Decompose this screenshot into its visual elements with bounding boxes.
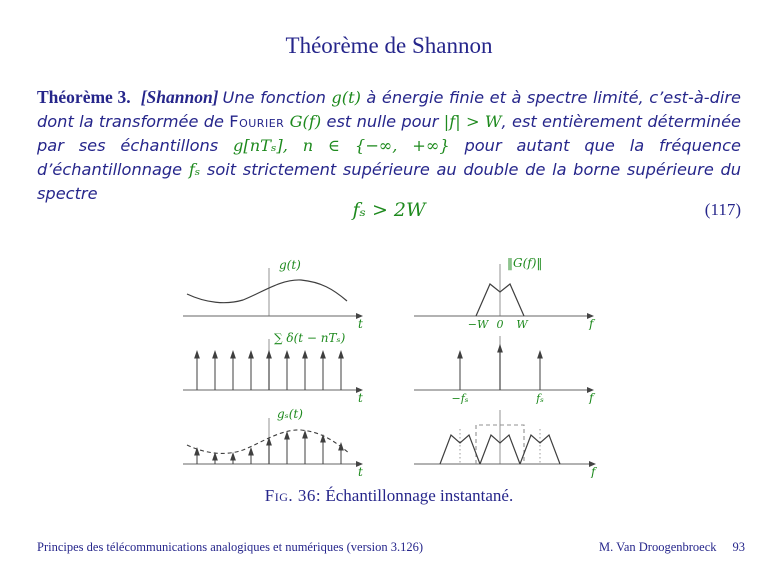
equation-formula: fₛ > 2W [352, 199, 426, 221]
axis-label-t: t [358, 317, 363, 330]
theorem-text-3: est nulle pour [321, 112, 444, 131]
tick-fs: fₛ [536, 392, 544, 404]
tick-minus-fs: −fₛ [451, 392, 469, 404]
math-f-greater-W: |f| > W [443, 112, 502, 131]
plot-impulse-train [181, 330, 366, 404]
plot-signal-g-t [181, 256, 366, 330]
math-G-f: G(f) [289, 112, 322, 131]
theorem-text-4: , est entièrement déterminée par ses échantillons [37, 112, 741, 155]
footer-author: M. Van Droogenbroeck [599, 540, 717, 554]
footer-page-number: 93 [732, 540, 745, 554]
plot-sampled-signal [181, 404, 366, 478]
plot-label: ∑ δ(t − nTₛ) [274, 331, 346, 345]
impulses [195, 352, 343, 391]
fourier-smallcaps: Fourier [229, 112, 285, 131]
theorem-number: Théorème 3. [37, 87, 131, 107]
axis-label-f: f [591, 465, 596, 478]
plot-label: gₛ(t) [277, 407, 303, 421]
plot-label: ‖G(f)‖ [507, 256, 543, 270]
axis-label-f: f [589, 391, 594, 404]
footer-right [599, 540, 745, 555]
equation-row [37, 199, 741, 227]
theorem-attribution: [Shannon] [140, 87, 219, 107]
caption-label: Fig. 36: [264, 486, 322, 505]
math-samples: g[nTₛ], n ∈ {−∞, +∞} [233, 136, 450, 155]
caption-text: Échantillonnage instantané. [321, 486, 514, 505]
math-fs: fₛ [188, 160, 201, 179]
plot-spectrum-G-f [412, 256, 597, 330]
footer-course-title: Principes des télécommunications analogiques et numériques (version 3.126) [37, 540, 424, 554]
page-title: Théorème de Shannon [285, 33, 493, 58]
theorem-text-6: soit strictement supérieure au double de la borne supérieure du spectre [37, 160, 742, 203]
plot-impulse-spectrum [412, 330, 597, 404]
math-g-t: g(t) [331, 88, 361, 107]
footer [37, 540, 745, 555]
theorem-text-1: Une fonction [222, 88, 332, 107]
impulses [458, 346, 542, 391]
plot-label: g(t) [279, 258, 301, 272]
theorem-text-5: pour autant que la fréquence d’échantillonnage [37, 136, 741, 179]
equation-number: (117) [704, 200, 741, 219]
figure-36 [181, 256, 597, 478]
signal-curve [187, 280, 347, 303]
axis-label-t: t [358, 391, 363, 404]
figure-caption [0, 486, 778, 506]
plot-sampled-spectrum [412, 404, 597, 478]
tick-W: W [516, 318, 528, 330]
tick-minus-W: −W [467, 318, 489, 330]
theorem-paragraph [37, 85, 741, 206]
theorem-text-2: à énergie finie et à spectre limité, c’est-à-dire dont la transformée de [37, 88, 741, 131]
axis-label-t: t [358, 465, 363, 478]
tick-zero: 0 [496, 318, 504, 330]
axis-label-f: f [589, 317, 594, 330]
